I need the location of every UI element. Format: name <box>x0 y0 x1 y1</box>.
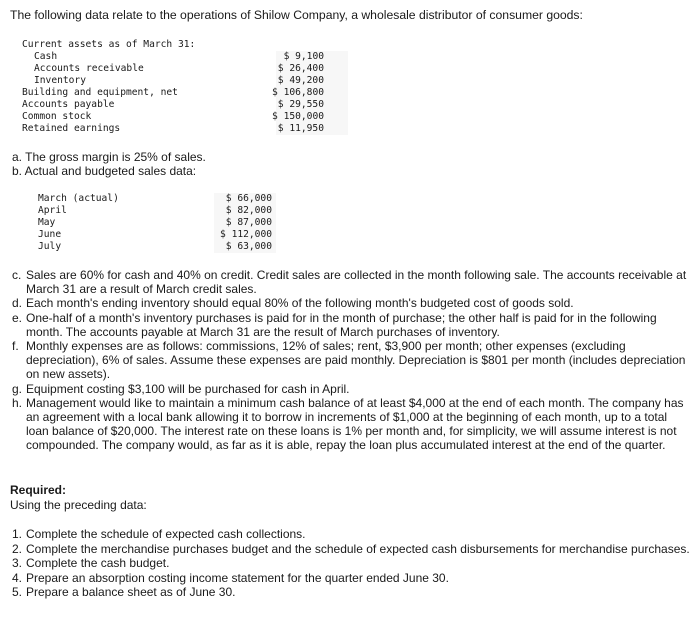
sales-month: July <box>38 241 62 252</box>
sales-value: $ 112,000 <box>220 229 272 240</box>
assumption-item <box>12 339 692 382</box>
item-text: Sales are 60% for cash and 40% on credit. Credit sales are collected in the month following sale. The accounts receivable at March 31 are a result of March credit sales. <box>26 268 687 297</box>
sales-value: $ 63,000 <box>225 241 272 252</box>
balance-value: $ 106,800 <box>272 87 324 98</box>
problem-intro: The following data relate to the operations of Shilow Company, a wholesale distributor of consumer goods: <box>10 8 583 22</box>
assumption-item <box>12 311 692 339</box>
task-text: Prepare an absorption costing income statement for the quarter ended June 30. <box>26 570 449 585</box>
assumption-item <box>12 382 692 396</box>
note-a: a. The gross margin is 25% of sales. <box>12 150 206 164</box>
balance-label: Building and equipment, net <box>22 87 178 98</box>
assumption-item <box>12 296 692 310</box>
task-text: Complete the merchandise purchases budget and the schedule of expected cash disbursements for merchandise purchases. <box>26 541 690 556</box>
task-marker: 4. <box>12 570 23 585</box>
balance-label: Inventory <box>34 75 86 86</box>
item-marker: e. <box>12 310 23 325</box>
balance-label: Accounts receivable <box>34 63 144 74</box>
assumption-item <box>12 396 692 453</box>
item-marker: g. <box>12 381 23 396</box>
item-text: Management would like to maintain a minimum cash balance of at least $4,000 at the end of each month. The company has an agreement with a local bank allowing it to borrow in increments of $1,000 at the beginning of each month, up to a total loan balance of $20,000. The interest rate on these loans is 1% per month and, for simplicity, we will assume interest is not compounded. The company would, as far as it is able, repay the loan plus accumulated interest at the end of the quarter. <box>26 395 684 453</box>
sales-value: $ 87,000 <box>225 217 272 228</box>
sales-value: $ 82,000 <box>225 205 272 216</box>
sales-month: March (actual) <box>38 193 119 204</box>
task-text: Complete the schedule of expected cash collections. <box>26 527 306 541</box>
task-item <box>12 542 692 557</box>
item-marker: h. <box>12 395 23 410</box>
task-marker: 2. <box>12 541 23 556</box>
note-b: b. Actual and budgeted sales data: <box>12 164 197 178</box>
sales-month: April <box>38 205 67 216</box>
balance-value: $ 26,400 <box>277 63 324 74</box>
item-marker: d. <box>12 296 23 311</box>
task-marker: 3. <box>12 556 23 570</box>
task-text: Complete the cash budget. <box>26 556 170 570</box>
assumption-item <box>12 268 692 296</box>
item-marker: f. <box>12 339 19 354</box>
balance-value: $ 9,100 <box>283 51 324 62</box>
assumption-list <box>12 268 692 453</box>
task-marker: 1. <box>12 527 23 541</box>
task-text: Prepare a balance sheet as of June 30. <box>26 585 236 599</box>
balance-label: Cash <box>34 51 58 62</box>
item-text: Monthly expenses are as follows: commissions, 12% of sales; rent, $3,900 per month; other expenses (excluding depreciation), 6% of sales. Assume these expenses are paid monthly. Depreciation is $801 per month (includes depreciation on new assets). <box>26 339 686 382</box>
balance-header: Current assets as of March 31: <box>22 39 196 50</box>
required-title: Required: <box>10 483 67 497</box>
balance-label: Retained earnings <box>22 123 121 134</box>
balance-value: $ 11,950 <box>277 123 324 134</box>
item-text: Each month's ending inventory should equal 80% of the following month's budgeted cost of goods sold. <box>26 296 574 311</box>
sales-value: $ 66,000 <box>225 193 272 204</box>
sales-month: May <box>38 217 56 228</box>
balance-label: Common stock <box>22 111 92 122</box>
task-item <box>12 556 692 571</box>
balance-value: $ 29,550 <box>277 99 324 110</box>
item-text: Equipment costing $3,100 will be purchased for cash in April. <box>26 381 350 396</box>
required-section <box>10 483 147 513</box>
balance-value: $ 49,200 <box>277 75 324 86</box>
item-text: One-half of a month's inventory purchases is paid for in the month of purchase; the other half is paid for in the following month. The accounts payable at March 31 are the result of March purchases of inventory. <box>26 310 657 339</box>
task-list <box>12 527 692 600</box>
sales-month: June <box>38 229 62 240</box>
task-marker: 5. <box>12 585 23 599</box>
task-item <box>12 585 692 600</box>
task-item <box>12 527 692 542</box>
item-marker: c. <box>12 268 22 282</box>
balance-label: Accounts payable <box>22 99 115 110</box>
required-subtitle: Using the preceding data: <box>10 498 147 512</box>
balance-value: $ 150,000 <box>272 111 324 122</box>
task-item <box>12 571 692 586</box>
